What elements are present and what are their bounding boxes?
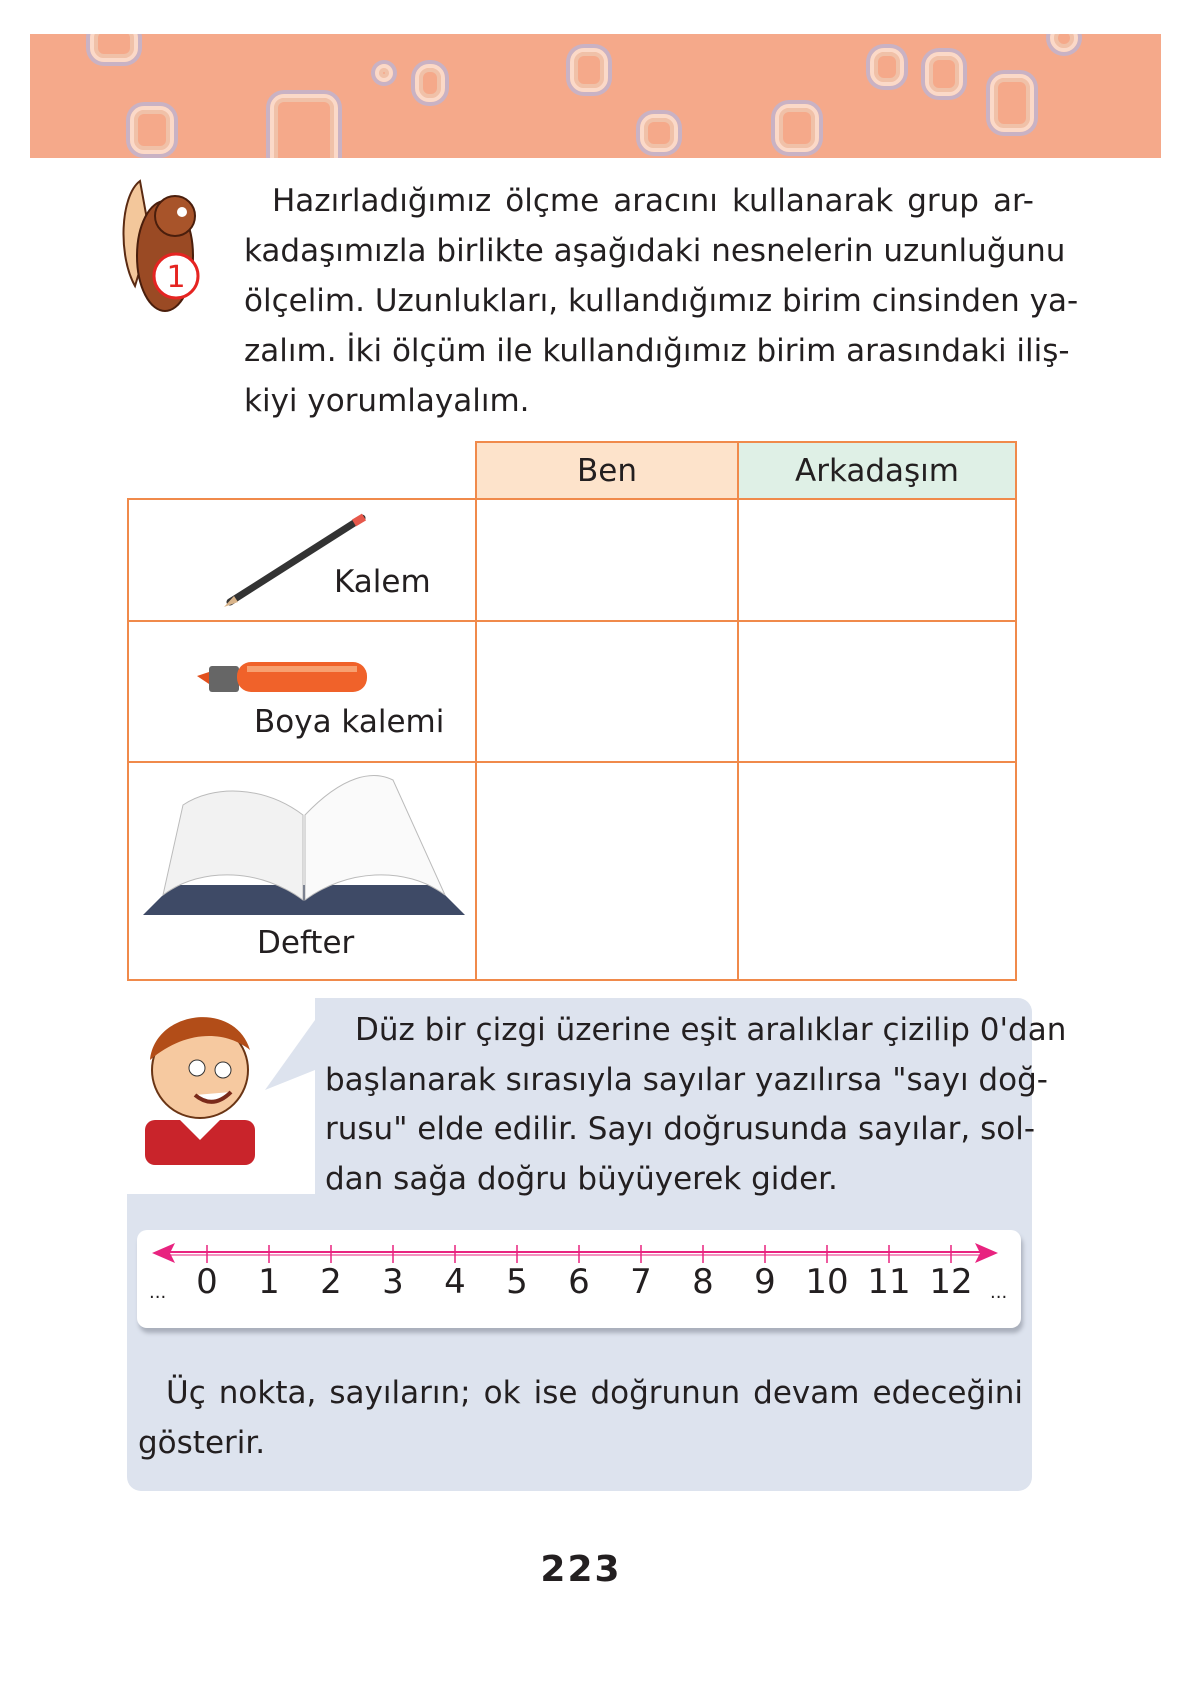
tick-label: 5 bbox=[506, 1262, 528, 1302]
left-ellipsis: ... bbox=[149, 1282, 167, 1303]
note-text: Üç nokta, sayıların; ok ise doğrunun devam edeceğini gösterir. bbox=[138, 1375, 1023, 1461]
header-ben: Ben bbox=[476, 442, 738, 499]
cell-ben[interactable] bbox=[476, 499, 738, 621]
tick-label: 1 bbox=[258, 1262, 280, 1302]
table-row bbox=[128, 621, 1016, 762]
table-row bbox=[128, 499, 1016, 621]
cell-ben[interactable] bbox=[476, 762, 738, 980]
decorative-banner bbox=[30, 34, 1161, 158]
activity-number: 1 bbox=[166, 260, 186, 295]
tick-label: 7 bbox=[630, 1262, 652, 1302]
info-text: Düz bir çizgi üzerine eşit aralıklar çizilip 0'dan başlanarak sırasıyla sayılar yazılırsa "sayı doğ- rusu" elde edilir. Sayı doğrusunda sayılar, sol- dan sağa doğru büyüyerek gider. bbox=[325, 1012, 1067, 1197]
tick-label: 9 bbox=[754, 1262, 776, 1302]
boy-character-icon bbox=[135, 1000, 315, 1170]
tick-label: 12 bbox=[929, 1262, 973, 1302]
beaver-mascot-icon bbox=[120, 176, 220, 326]
tick-label: 0 bbox=[196, 1262, 218, 1302]
table-row bbox=[128, 762, 1016, 980]
book-icon bbox=[143, 775, 465, 925]
cell-ben[interactable] bbox=[476, 621, 738, 762]
header-arkadasim: Arkadaşım bbox=[738, 442, 1016, 499]
measurement-table bbox=[127, 441, 1017, 981]
tick-label: 3 bbox=[382, 1262, 404, 1302]
page-number: 223 bbox=[540, 1549, 622, 1590]
row-label: Defter bbox=[257, 925, 355, 961]
tick-label: 2 bbox=[320, 1262, 342, 1302]
instruction-text: Hazırladığımız ölçme aracını kullanarak grup ar- kadaşımızla birlikte aşağıdaki nesnelerin uzunluğunu ölçelim. Uzunlukları, kullandığımız birim cinsinden ya- zalım. İki ölçüm ile kullandığımız birim arasındaki iliş- kiyi yorumlayalım. bbox=[244, 183, 1079, 419]
marker-icon bbox=[197, 656, 377, 706]
right-ellipsis: ... bbox=[990, 1282, 1008, 1303]
cell-arkadasim[interactable] bbox=[738, 621, 1016, 762]
cell-arkadasim[interactable] bbox=[738, 762, 1016, 980]
tick-label: 8 bbox=[692, 1262, 714, 1302]
tick-label: 4 bbox=[444, 1262, 466, 1302]
tick-label: 11 bbox=[867, 1262, 911, 1302]
row-label: Kalem bbox=[334, 564, 431, 600]
row-label: Boya kalemi bbox=[254, 704, 445, 740]
tick-label: 10 bbox=[805, 1262, 849, 1302]
cell-arkadasim[interactable] bbox=[738, 499, 1016, 621]
number-line bbox=[0, 1235, 1191, 1265]
tick-label: 6 bbox=[568, 1262, 590, 1302]
